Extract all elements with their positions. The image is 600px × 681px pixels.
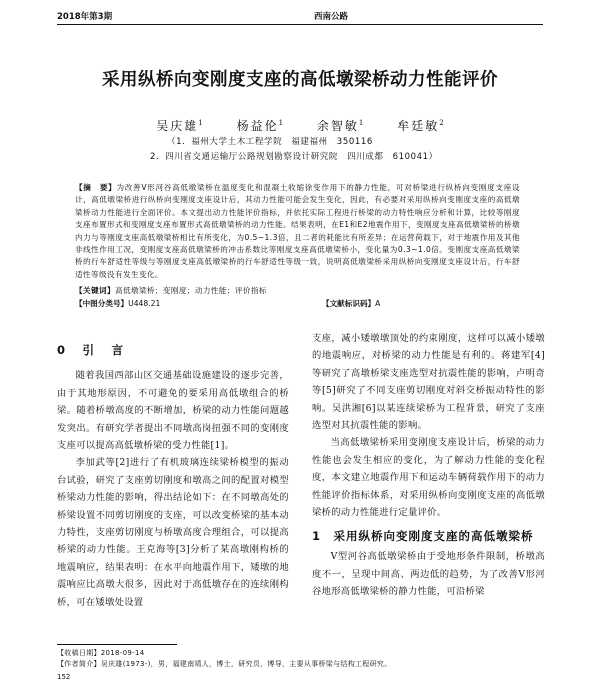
keywords-text: 高低墩梁桥；变刚度；动力性能；评价指标 xyxy=(114,286,267,295)
keywords-label: 【关键词】 xyxy=(75,286,115,295)
author: 吴庆雄$^1$ xyxy=(156,119,203,133)
running-header xyxy=(57,8,543,22)
footnote-rule xyxy=(57,644,177,645)
journal-name: 西南公路 xyxy=(314,12,349,22)
right-column xyxy=(312,330,545,601)
author: 余智敏$^1$ xyxy=(316,119,364,133)
page-number: 152 xyxy=(57,673,71,681)
author-bio: 【作者简介】吴庆雄(1973-)，男，福建南靖人，博士，研究员，博导，主要从事桥梁与结构工程研究。 xyxy=(57,660,392,668)
paper-title: 采用纵桥向变刚度支座的高低墩梁桥动力性能评价 xyxy=(102,70,498,90)
left-column xyxy=(57,330,289,611)
affiliation-2: 2．四川省交通运输厅公路规划勘察设计研究院 四川成都 610041） xyxy=(150,152,438,162)
abstract-label: 【摘 要】 xyxy=(75,183,117,192)
header-rule xyxy=(57,24,543,25)
received-date: 【收稿日期】2018-09-14 xyxy=(57,649,145,657)
body-paragraph: 随着我国西部山区交通基础设施建设的逐步完善，由于其地形原因，不可避免的要采用高低墩组合的桥梁。随着桥墩高度的不断增加，桥梁的动力性能问题越发突出。有研究学者提出不同墩高岗扭强不同的变刚度支座可以提高高低墩桥梁的受力性能[1]。 xyxy=(57,370,289,452)
author-list xyxy=(0,117,600,134)
section-heading-introduction: 0 引 言 xyxy=(57,343,127,357)
body-paragraph: 支座，减小矮墩墩顶处的约束刚度，这样可以减小矮墩的地震响应，对桥梁的动力性能是有利的。蒋建军[4]等研究了高墩桥梁支座选型对抗震性能的影响，卢明奇等[5]研究了不同支座剪切刚度对斜交桥振动特性的影响。吴洪湘[6]以某连续梁桥为工程背景，研究了支座选型对其抗震性能的影响。 xyxy=(312,333,545,432)
issue-label: 2018年第3期 xyxy=(57,12,113,22)
abstract-text: 为改善V形河谷高低墩梁桥在温度变化和混凝土收缩徐变作用下的静力性能，可对桥梁进行纵桥向变刚度支座设计，高低墩梁桥进行纵桥向变刚度支座设计后，其动力性能可能会发生变化，因此，有必要对采用纵桥向变刚度支座的高低墩梁桥动力性能进行全面评价。本文提出动力性能评价指标，并依托实际工程进行桥梁的动力特性响应分析和计算，比较等刚度支座布置形式和变刚度支座布置形式高低墩梁桥的动力性能。结果表明，在E1和E2地震作用下，变刚度支座高低墩梁桥的桥墩内力与等刚度支座高低墩梁桥相比有所变化，为0.5~1.3倍，且二者的耗能比有所差异；在运营荷载下，对于地震作用及其他非线性作用工况，变刚度支座高低墩梁桥的冲击系数比等刚度支座高低墩梁桥小，变化量为0.3~1.0倍。变刚度支座高低墩梁桥的行车舒适性等级与等刚度支座高低墩梁桥的行车舒适性等级一致，说明高低墩梁桥采用纵桥向变刚度支座设计后，行车舒适性等级没有发生变化。 xyxy=(75,183,520,279)
section-heading-1: 1 采用纵桥向变刚度支座的高低墩梁桥 xyxy=(312,529,534,544)
document-code: 【文献标识码】A xyxy=(322,299,381,308)
author: 牟廷敏$^2$ xyxy=(397,119,444,133)
body-paragraph: V型河谷高低墩梁桥由于受地形条件限制，桥墩高度不一，呈现中间高、两边低的趋势，为了改善V形河谷地形高低墩梁桥的静力性能，可沿桥梁 xyxy=(312,551,545,598)
affiliation-1: （1．福州大学土木工程学院 福建福州 350116 xyxy=(167,137,373,147)
body-paragraph: 李加武等[2]进行了有机玻璃连续梁桥模型的振动台试验，研究了支座剪切刚度和墩高之间的配置对模型桥梁动力性能的影响，得出结论如下：在不同墩高处的桥梁设置不同剪切刚度的支座，可以改变桥梁的基本动力特性，支座剪切刚度与桥墩高度合理组合，可以提高桥梁的动力性能。王克海等[3]分析了某高墩刚构桥的地震响应，结果表明：在水平向地震作用下，矮墩的地震响应比高墩大很多，因此对于高低墩存在的连续刚构桥，可在矮墩处设置 xyxy=(57,457,289,608)
author: 杨益伦$^1$ xyxy=(236,119,284,133)
abstract xyxy=(75,182,520,282)
body-paragraph: 当高低墩梁桥采用变刚度支座设计后，桥梁的动力性能也会发生相应的变化，为了解动力性能的变化程度，本文建立地震作用下和运动车辆荷载作用下的动力性能评价指标体系，对采用纵桥向变刚度支座的高低墩梁桥的动力性能进行定量评价。 xyxy=(312,437,545,519)
keywords xyxy=(75,285,520,296)
clc-number: 【中图分类号】U448.21 xyxy=(75,299,161,308)
